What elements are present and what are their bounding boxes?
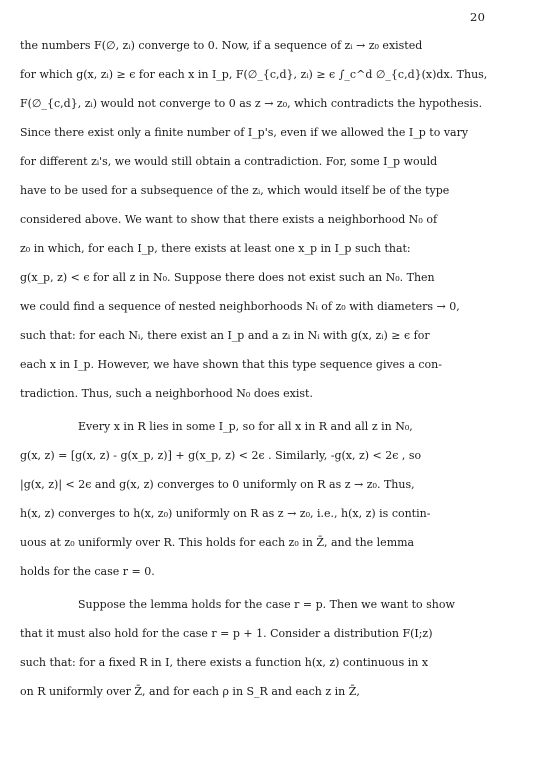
text-line: for different zᵢ's, we would still obtain a contradiction. For, some I_p would	[20, 155, 438, 168]
text-line: considered above. We want to show that there exists a neighborhood N₀ of	[20, 213, 438, 226]
text-line: z₀ in which, for each I_p, there exists at least one x_p in I_p such that:	[20, 242, 411, 255]
text-line: for which g(x, zᵢ) ≥ ϵ for each x in I_p, F(∅_{c,d}, zᵢ) ≥ ϵ ∫_c^d ∅_{c,d}(x)dx. Thus,	[20, 68, 488, 81]
text-line: |g(x, z)| < 2ϵ and g(x, z) converges to 0 uniformly on R as z → z₀. Thus,	[20, 478, 415, 491]
text-line: that it must also hold for the case r = p + 1. Consider a distribution F(I;z)	[20, 627, 433, 640]
text-line: we could find a sequence of nested neighborhoods Nᵢ of z₀ with diameters → 0,	[20, 300, 460, 313]
text-line: holds for the case r = 0.	[20, 565, 155, 578]
text-line: such that: for each Nᵢ, there exist an I_p and a zᵢ in Nᵢ with g(x, zᵢ) ≥ ϵ for	[20, 329, 430, 342]
text-line: tradiction. Thus, such a neighborhood N₀ does exist.	[20, 387, 313, 400]
text-line: F(∅_{c,d}, zᵢ) would not converge to 0 as z → z₀, which contradicts the hypothesis.	[20, 97, 483, 110]
text-line: Since there exist only a finite number of I_p's, even if we allowed the I_p to vary	[20, 126, 469, 139]
text-line: have to be used for a subsequence of the zᵢ, which would itself be of the type	[20, 184, 450, 197]
text-line: on R uniformly over Z̄, and for each ρ in S_R and each z in Z̄,	[20, 685, 360, 698]
text-line: uous at z₀ uniformly over R. This holds for each z₀ in Z̄, and the lemma	[20, 536, 415, 549]
text-line: the numbers F(∅, zᵢ) converge to 0. Now, if a sequence of zᵢ → z₀ existed	[20, 39, 423, 52]
text-line: Suppose the lemma holds for the case r = p. Then we want to show	[78, 598, 455, 611]
text-line: such that: for a fixed R in I, there exists a function h(x, z) continuous in x	[20, 656, 429, 669]
text-line: each x in I_p. However, we have shown that this type sequence gives a con-	[20, 358, 442, 371]
text-line: Every x in R lies in some I_p, so for all x in R and all z in N₀,	[78, 420, 413, 433]
text-line: g(x, z) = [g(x, z) - g(x_p, z)] + g(x_p, z) < 2ϵ . Similarly, -g(x, z) < 2ϵ , so	[20, 449, 422, 462]
page-number: 20	[470, 10, 486, 24]
text-line: g(x_p, z) < ϵ for all z in N₀. Suppose there does not exist such an N₀. Then	[20, 271, 435, 284]
text-line: h(x, z) converges to h(x, z₀) uniformly on R as z → z₀, i.e., h(x, z) is contin-	[20, 507, 431, 520]
